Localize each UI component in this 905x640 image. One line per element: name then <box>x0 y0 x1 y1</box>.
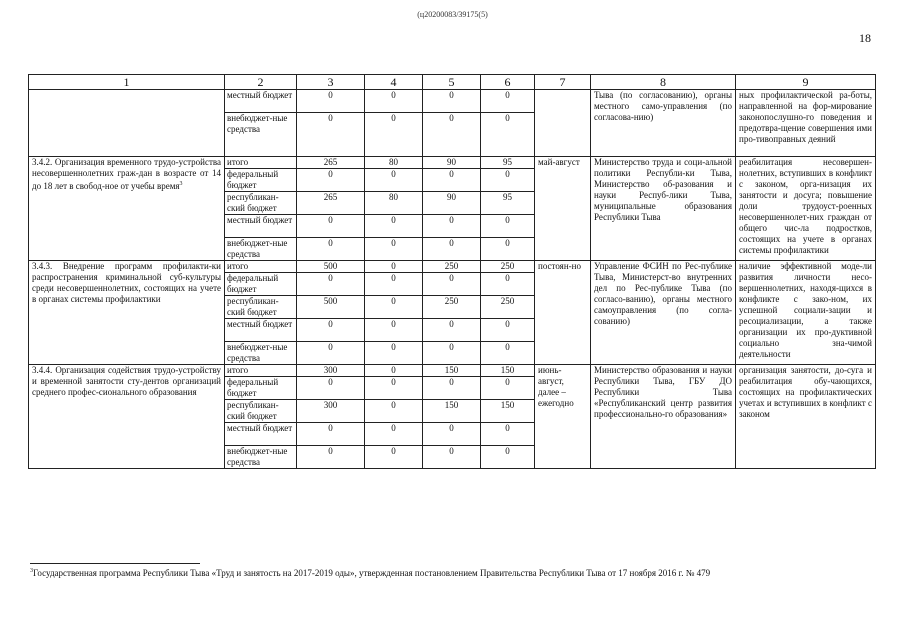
value-cell: 265 <box>297 192 365 215</box>
value-cell: 0 <box>365 113 423 157</box>
value-cell: 0 <box>423 238 481 261</box>
funding-source: итого <box>225 365 297 377</box>
funding-source: республикан-ский бюджет <box>225 400 297 423</box>
measure-name: 3.4.2. Организация временного трудо-устройства несовершеннолетних граж-дан в возрасте от 14 до 18 лет в свобод-ное от учебы время <box>32 157 221 191</box>
value-cell: 90 <box>423 157 481 169</box>
page-number: 18 <box>859 31 871 45</box>
column-numbers-row <box>29 75 876 90</box>
value-cell: 0 <box>423 319 481 342</box>
measure-name-cell <box>29 261 225 365</box>
col-header: 4 <box>365 75 423 90</box>
footnote-mark: 3 <box>30 568 33 574</box>
value-cell: 0 <box>365 90 423 113</box>
measure-name: 3.4.4. Организация содействия трудо-устройству и временной занятости сту-дентов организаций среднего профес-сионального образования <box>32 365 221 397</box>
value-cell: 0 <box>365 273 423 296</box>
value-cell: 0 <box>365 423 423 446</box>
result-cell: ных профилактической ра-боты, направленной на фор-мирование законопослушно-го поведения и предотвра-щение совершения ими про-тивоправных деяний <box>736 90 876 157</box>
funding-source: федеральный бюджет <box>225 273 297 296</box>
value-cell: 80 <box>365 157 423 169</box>
value-cell: 0 <box>423 113 481 157</box>
value-cell: 0 <box>297 273 365 296</box>
funding-source: внебюджет-ные средства <box>225 446 297 469</box>
value-cell: 0 <box>481 319 535 342</box>
table-row <box>29 261 876 273</box>
value-cell: 0 <box>365 319 423 342</box>
value-cell: 300 <box>297 400 365 423</box>
value-cell: 0 <box>297 342 365 365</box>
value-cell: 0 <box>423 446 481 469</box>
value-cell: 0 <box>365 400 423 423</box>
footnote-text: Государственная программа Республики Тыва «Труд и занятость на 2017-2019 оды», утвержденная постановлением Правительства Республики Тыва от 17 ноября 2016 г. № 479 <box>33 568 711 578</box>
value-cell: 0 <box>365 238 423 261</box>
table-row <box>29 90 876 113</box>
funding-source: внебюджет-ные средства <box>225 113 297 157</box>
value-cell: 265 <box>297 157 365 169</box>
value-cell: 0 <box>365 215 423 238</box>
value-cell: 0 <box>423 215 481 238</box>
measure-name-cell <box>29 365 225 469</box>
funding-source: местный бюджет <box>225 423 297 446</box>
value-cell: 0 <box>297 113 365 157</box>
value-cell: 250 <box>481 261 535 273</box>
value-cell: 0 <box>297 238 365 261</box>
value-cell: 0 <box>297 377 365 400</box>
funding-source: местный бюджет <box>225 319 297 342</box>
col-header: 5 <box>423 75 481 90</box>
value-cell: 0 <box>423 90 481 113</box>
col-header: 7 <box>535 75 591 90</box>
table-row <box>29 365 876 377</box>
executor-cell: Министерство образования и науки Республики Тыва, ГБУ ДО Республики Тыва «Республиканский центр развития профессионально-го образования» <box>591 365 736 469</box>
value-cell: 150 <box>481 365 535 377</box>
period-cell: постоян-но <box>535 261 591 365</box>
funding-source: республикан-ский бюджет <box>225 296 297 319</box>
col-header: 2 <box>225 75 297 90</box>
funding-source: местный бюджет <box>225 215 297 238</box>
value-cell: 90 <box>423 192 481 215</box>
col-header: 6 <box>481 75 535 90</box>
footnote-ref: 3 <box>179 181 183 187</box>
funding-source: федеральный бюджет <box>225 377 297 400</box>
period-cell: июнь-август, далее – ежегодно <box>535 365 591 469</box>
measure-name-cell <box>29 90 225 157</box>
result-cell: организация занятости, до-суга и реабилитация обу-чающихся, состоящих на профилактических учетах и вступивших в конфликт с законом <box>736 365 876 469</box>
funding-source: федеральный бюджет <box>225 169 297 192</box>
table-row <box>29 157 876 169</box>
value-cell: 0 <box>481 113 535 157</box>
value-cell: 0 <box>481 238 535 261</box>
value-cell: 0 <box>423 423 481 446</box>
value-cell: 250 <box>423 261 481 273</box>
value-cell: 250 <box>423 296 481 319</box>
value-cell: 0 <box>481 169 535 192</box>
funding-source: итого <box>225 157 297 169</box>
funding-source: местный бюджет <box>225 90 297 113</box>
value-cell: 0 <box>481 423 535 446</box>
footnote-separator <box>30 563 200 564</box>
value-cell: 0 <box>481 446 535 469</box>
value-cell: 0 <box>297 319 365 342</box>
value-cell: 95 <box>481 157 535 169</box>
document-code: (ц20200083/39175(5) <box>417 10 488 19</box>
value-cell: 0 <box>297 169 365 192</box>
value-cell: 0 <box>365 342 423 365</box>
col-header: 1 <box>29 75 225 90</box>
value-cell: 500 <box>297 296 365 319</box>
col-header: 3 <box>297 75 365 90</box>
funding-source: республикан-ский бюджет <box>225 192 297 215</box>
period-cell <box>535 90 591 157</box>
value-cell: 250 <box>481 296 535 319</box>
value-cell: 0 <box>297 423 365 446</box>
value-cell: 150 <box>423 365 481 377</box>
value-cell: 0 <box>297 215 365 238</box>
measure-name-cell <box>29 157 225 261</box>
result-cell: реабилитация несовершен-нолетних, вступивших в конфликт с законом, орга-низация их занятости и досуга; повышение доли трудоуст-роенных несовершеннолет-них граждан от общего чис-ла подростков, состоящих на учете в органах системы профилактики <box>736 157 876 261</box>
col-header: 8 <box>591 75 736 90</box>
value-cell: 0 <box>365 169 423 192</box>
value-cell: 0 <box>423 273 481 296</box>
value-cell: 0 <box>297 90 365 113</box>
value-cell: 95 <box>481 192 535 215</box>
value-cell: 0 <box>365 296 423 319</box>
value-cell: 0 <box>365 261 423 273</box>
funding-source: итого <box>225 261 297 273</box>
footnote <box>30 566 890 579</box>
value-cell: 0 <box>423 342 481 365</box>
value-cell: 150 <box>423 400 481 423</box>
value-cell: 0 <box>365 377 423 400</box>
executor-cell: Тыва (по согласованию), органы местного само-управления (по согласова-нию) <box>591 90 736 157</box>
result-cell: наличие эффективной моде-ли развития личности несо-вершеннолетних, находя-щихся в конфликте с зако-ном, их успешной социали-зации и ресоциализации, а также организации их про-дуктивной социально зна-чимой деятельности <box>736 261 876 365</box>
executor-cell: Управление ФСИН по Рес-публике Тыва, Министерст-во внутренних дел по Рес-публике Тыва (по согласо-ванию), органы местного самоуправления (по согла-сованию) <box>591 261 736 365</box>
col-header: 9 <box>736 75 876 90</box>
period-cell: май-август <box>535 157 591 261</box>
value-cell: 0 <box>423 169 481 192</box>
value-cell: 300 <box>297 365 365 377</box>
value-cell: 0 <box>423 377 481 400</box>
value-cell: 0 <box>481 377 535 400</box>
funding-source: внебюджет-ные средства <box>225 342 297 365</box>
funding-source: внебюджет-ные средства <box>225 238 297 261</box>
value-cell: 0 <box>365 365 423 377</box>
measures-table <box>28 74 876 469</box>
measure-name: 3.4.3. Внедрение программ профилакти-ки распространения криминальной суб-культуры среди несовершеннолетних, состоящих на учете в органах системы профилактики <box>32 261 221 304</box>
value-cell: 0 <box>481 342 535 365</box>
value-cell: 500 <box>297 261 365 273</box>
value-cell: 0 <box>481 273 535 296</box>
executor-cell: Министерство труда и соци-альной политики Республи-ки Тыва, Министерство об-разования и науки Респуб-лики Тыва, муниципальные образования Республики Тыва <box>591 157 736 261</box>
value-cell: 150 <box>481 400 535 423</box>
value-cell: 0 <box>481 90 535 113</box>
value-cell: 0 <box>297 446 365 469</box>
value-cell: 80 <box>365 192 423 215</box>
value-cell: 0 <box>365 446 423 469</box>
value-cell: 0 <box>481 215 535 238</box>
